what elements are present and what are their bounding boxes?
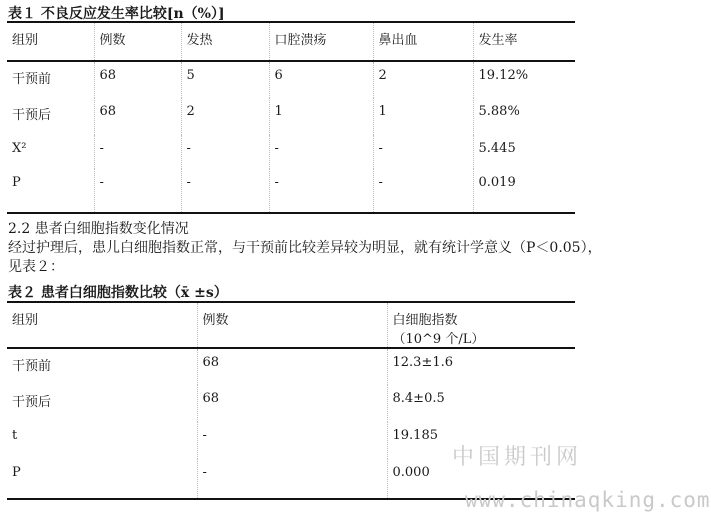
section-paragraph [8,220,678,277]
table-cell: - [94,135,181,169]
table-cell: 干预前 [12,72,52,87]
table-row [7,385,575,422]
table-cell: 1 [373,98,473,135]
table-cell: - [94,169,181,213]
table-cell: - [373,135,473,169]
table-cell: 5.88% [473,98,575,135]
table-cell: P [7,459,197,499]
table-cell: 2 [181,98,269,135]
table2-header-row [7,302,575,348]
table1-caption: 表１ 不良反应发生率比较[n（%）] [8,6,225,22]
table2-header-cell [387,302,575,348]
table-cell: - [269,169,373,213]
table-cell: 5.445 [473,135,575,169]
table-cell: - [269,135,373,169]
watermark-site-name: 中国期刊网 [452,445,583,470]
table-cell: 12.3±1.6 [387,348,575,385]
table-row [7,169,575,213]
table-cell: - [181,135,269,169]
table-cell: - [197,459,387,499]
table-cell: 19.12% [473,61,575,98]
table-cell: 68 [94,98,181,135]
table-cell: P [7,169,94,213]
table-cell: 5 [181,61,269,98]
section-body-line: 经过护理后，患儿白细胞指数正常，与干预前比较差异较为明显，就有统计学意义（P＜0.05）， [8,240,602,256]
table-row [7,348,575,385]
section-body-line: 见表２： [8,259,64,275]
section-heading: 2.2 患者白细胞指数变化情况 [8,221,189,237]
table-cell: t [12,428,18,443]
table-row [7,135,575,169]
table-row [7,98,575,135]
table-cell: 干预后 [12,395,52,410]
table-cell: 68 [197,348,387,385]
table-cell: 1 [269,98,373,135]
table1-header-cell: 组别 [7,22,94,61]
table-row [7,61,575,98]
table2-header-cell: 组别 [7,302,197,348]
table2-caption: 表２ 患者白细胞指数比较（x̄ ±s） [8,285,228,301]
table-cell: 干预后 [12,108,52,123]
table2-header-unit: （10^9 个/L） [392,332,485,347]
table2-header-title: 白细胞指数 [392,313,458,328]
table-cell: 8.4±0.5 [387,385,575,422]
table-cell: 19.185 [387,422,575,459]
table1-header-cell: 口腔溃疡 [269,22,373,61]
table2-header-cell: 例数 [197,302,387,348]
table-cell: - [373,169,473,213]
table-cell: 68 [94,61,181,98]
table-cell: - [181,169,269,213]
table-cell: 68 [197,385,387,422]
table-cell: 2 [373,61,473,98]
table-cell: 干预前 [12,359,52,374]
table-cell: 6 [269,61,373,98]
table1-header-cell: 例数 [94,22,181,61]
table-cell: 0.000 [387,459,575,499]
table-cell: - [197,422,387,459]
table1-header-row [7,22,575,61]
table1-header-cell: 发生率 [473,22,575,61]
table-cell: X² [12,141,27,156]
table1-header-cell: 鼻出血 [373,22,473,61]
table-cell: 0.019 [473,169,575,213]
watermark-url: www.chinaqking.com [465,488,711,512]
table1-adverse-reactions [7,21,575,214]
table1-header-cell: 发热 [181,22,269,61]
